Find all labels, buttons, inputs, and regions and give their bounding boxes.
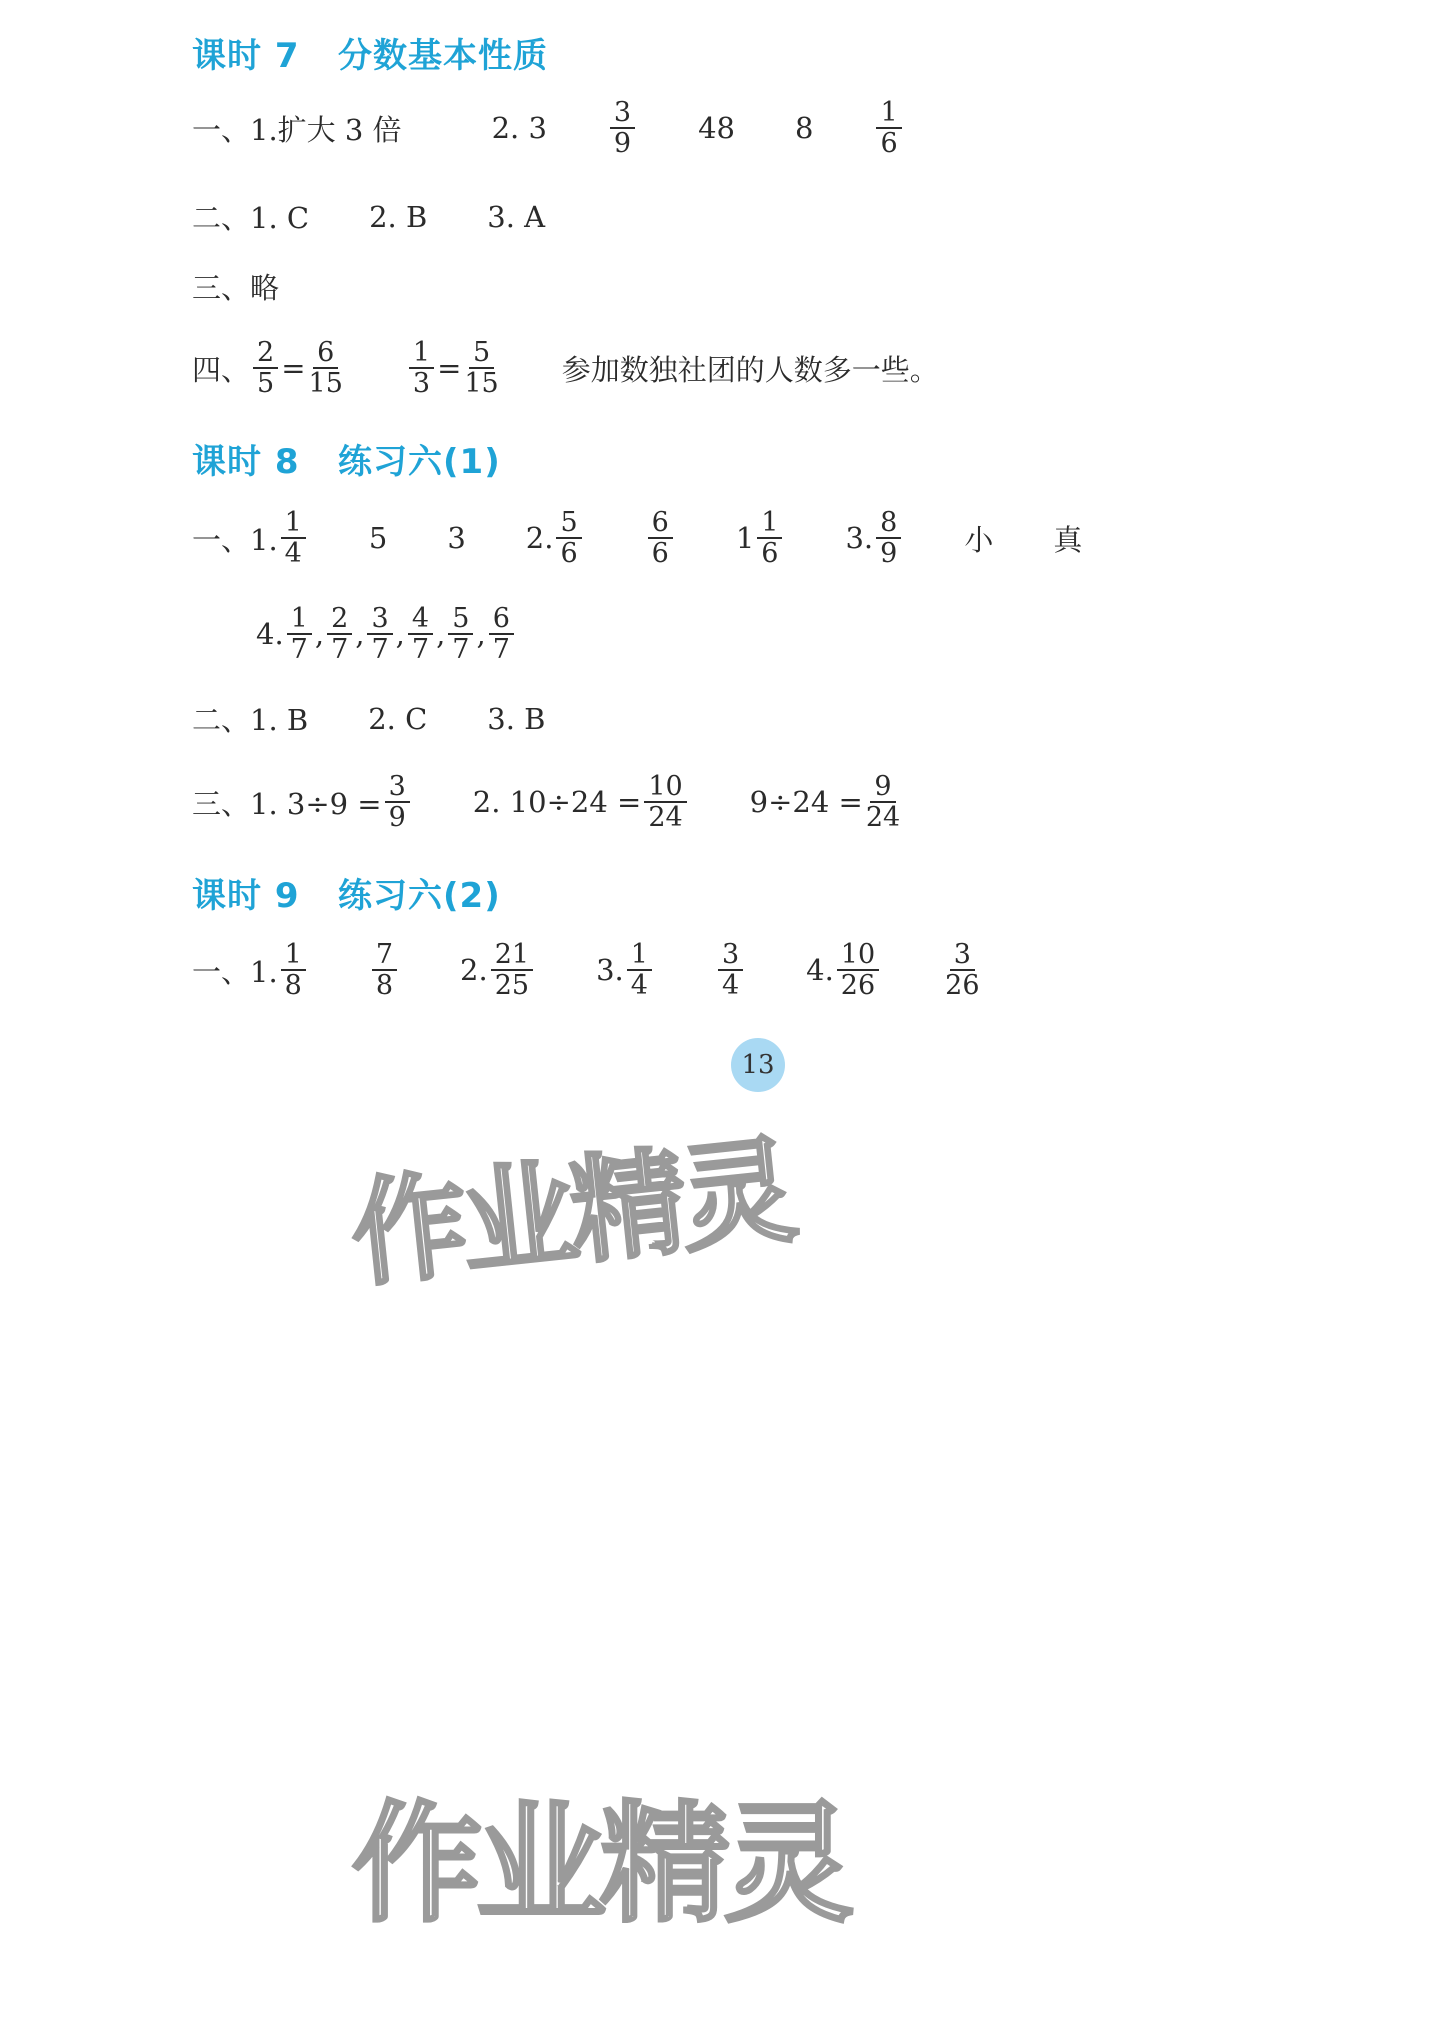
fraction: $\frac{21}{25}$ (491, 940, 533, 1000)
answer-text: 2. 10÷24 = (472, 785, 642, 820)
separator: , (395, 617, 405, 652)
q-label: 四、 (192, 352, 251, 387)
fraction: $\frac{3}{4}$ (718, 940, 743, 1000)
fraction: $\frac{3}{7}$ (367, 604, 392, 664)
answer-text: 3. B (487, 701, 546, 736)
fraction: $\frac{2}{5}$ (253, 338, 278, 398)
lesson8-subtitle: 练习六(1) (338, 442, 501, 482)
separator: , (436, 617, 446, 652)
fraction: $\frac{3}{26}$ (945, 939, 980, 1002)
lesson8-q1-4 (256, 604, 517, 664)
fraction: $\frac{1}{8}$ (281, 940, 306, 1000)
answer-text: 2. (525, 521, 554, 556)
lesson8-heading (192, 434, 501, 483)
fraction: $\frac{6}{7}$ (489, 604, 514, 664)
answer-text: 3. (845, 521, 874, 556)
answer-text: 三、1. 3÷9 = (192, 786, 382, 821)
fraction: $\frac{6}{6}$ (648, 508, 673, 568)
lesson7-q1 (192, 98, 905, 158)
lesson7-heading (192, 28, 548, 77)
separator: , (355, 617, 365, 652)
fraction: $\frac{1}{4}$ (281, 508, 306, 568)
answer-text: 3 (447, 521, 466, 556)
watermark: 作业精灵 (352, 1788, 849, 1940)
fraction: $\frac{5}{7}$ (448, 604, 473, 664)
fraction: $\frac{5}{6}$ (556, 508, 581, 568)
whole-part: 1 (735, 521, 755, 556)
fraction: $\frac{2}{7}$ (327, 604, 352, 664)
lesson9-heading (192, 868, 501, 917)
fraction: $\frac{1}{3}$ (409, 338, 434, 398)
fraction: $\frac{1}{6}$ (876, 98, 901, 158)
fraction: $\frac{1}{4}$ (627, 940, 652, 1000)
separator: , (314, 617, 325, 652)
lesson9-title: 课时 9 (192, 876, 300, 916)
lesson9-subtitle: 练习六(2) (338, 876, 501, 916)
answer-text: 3. (596, 953, 624, 988)
answer-text: 3. A (487, 199, 546, 234)
q-label: 一、1. (192, 112, 278, 147)
separator: , (476, 617, 486, 652)
q-label: 一、1. (192, 954, 278, 989)
equals: = (281, 351, 306, 386)
q-label: 一、1. (192, 522, 278, 557)
answer-text: 2. 3 (491, 111, 547, 146)
answer-text: 扩大 3 倍 (277, 112, 402, 147)
fraction: $\frac{3}{9}$ (610, 98, 635, 158)
lesson8-q2 (192, 698, 545, 739)
answer-text: 2. B (369, 199, 428, 234)
answer-text: 48 (698, 111, 735, 146)
answer-text: 4. (806, 953, 834, 988)
answer-text: 二、1. C (192, 201, 310, 235)
fraction: $\frac{6}{15}$ (308, 337, 343, 400)
answer-text: 2. (460, 953, 488, 988)
answer-text: 5 (368, 521, 388, 556)
lesson7-title: 课时 7 (192, 36, 300, 76)
equals: = (437, 351, 462, 386)
q-label: 4. (256, 617, 284, 652)
fraction: $\frac{10}{26}$ (837, 940, 879, 1000)
lesson7-subtitle: 分数基本性质 (338, 36, 549, 76)
fraction: $\frac{9}{24}$ (865, 771, 901, 834)
answer-text: 二、1. B (192, 703, 309, 737)
fraction: $\frac{8}{9}$ (876, 508, 901, 568)
fraction: $\frac{4}{7}$ (408, 604, 433, 664)
fraction: $\frac{5}{15}$ (464, 337, 499, 400)
lesson8-title: 课时 8 (192, 442, 300, 482)
answer-text: 9÷24 = (749, 785, 863, 820)
answer-text: 小 (964, 522, 994, 557)
lesson9-q1 (192, 940, 983, 1000)
fraction: $\frac{1}{7}$ (287, 604, 312, 664)
lesson7-q3 (192, 266, 279, 307)
fraction: $\frac{3}{9}$ (385, 772, 410, 832)
lesson8-q3 (192, 772, 903, 832)
watermark: 作业精灵 (345, 1123, 797, 1304)
fraction: $\frac{10}{24}$ (644, 772, 686, 832)
lesson7-q2 (192, 196, 545, 237)
fraction: $\frac{7}{8}$ (372, 940, 397, 1000)
answer-text: 8 (795, 111, 814, 146)
fraction: $\frac{1}{6}$ (757, 508, 782, 568)
page-number: 13 (731, 1038, 785, 1092)
answer-text: 2. C (368, 701, 428, 736)
answer-text: 参加数独社团的人数多一些。 (561, 352, 939, 387)
answer-text: 三、略 (192, 271, 280, 305)
lesson8-q1 (192, 508, 1082, 568)
answer-text: 真 (1053, 522, 1083, 557)
lesson7-q4 (192, 338, 939, 398)
